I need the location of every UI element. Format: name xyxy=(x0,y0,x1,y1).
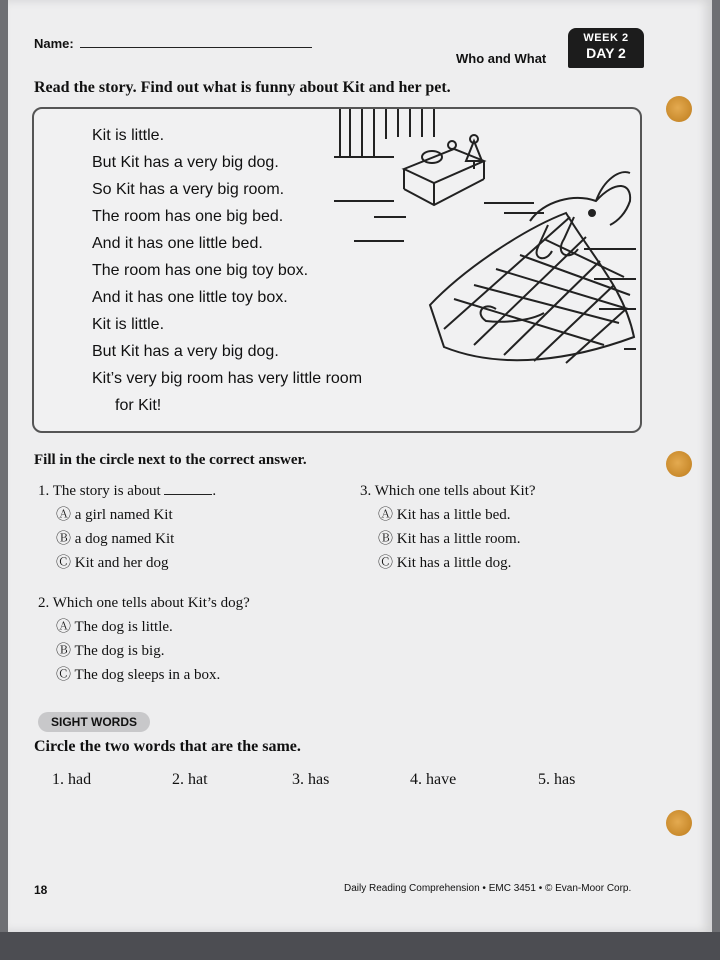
question-1-period: . xyxy=(212,483,217,499)
binder-hole-top xyxy=(666,96,692,122)
page-number: 18 xyxy=(34,883,48,897)
story-line: The room has one big bed. xyxy=(92,208,284,225)
answer-option-a[interactable]: Ⓐ Kit has a little bed. xyxy=(378,507,511,523)
sight-word-option[interactable]: 4. have xyxy=(410,771,457,788)
dog-and-bed-illustration xyxy=(334,109,638,371)
binder-hole-bottom xyxy=(666,810,692,836)
worksheet-page xyxy=(8,0,712,932)
name-field xyxy=(34,36,312,51)
binder-hole-middle xyxy=(666,451,692,477)
answer-option-c[interactable]: Ⓒ Kit and her dog xyxy=(56,555,169,571)
answer-option-c[interactable]: Ⓒ The dog sleeps in a box. xyxy=(56,667,221,683)
story-line: And it has one little toy box. xyxy=(92,289,288,306)
answer-option-b[interactable]: Ⓑ a dog named Kit xyxy=(56,531,175,547)
sight-words-badge: SIGHT WORDS xyxy=(38,712,150,732)
question-3-prompt: 3. Which one tells about Kit? xyxy=(360,483,536,499)
story-line: And it has one little bed. xyxy=(92,235,263,252)
sight-word-option[interactable]: 5. has xyxy=(538,771,576,788)
sight-word-option[interactable]: 1. had xyxy=(52,771,92,788)
week-label: WEEK 2 xyxy=(583,32,629,44)
name-blank-line xyxy=(80,37,312,48)
question-2-prompt: 2. Which one tells about Kit’s dog? xyxy=(38,595,250,611)
week-day-badge xyxy=(568,28,644,68)
question-3 xyxy=(360,479,536,575)
story-line: for Kit! xyxy=(115,397,162,414)
sight-word-option[interactable]: 3. has xyxy=(292,771,330,788)
story-instructions: Read the story. Find out what is funny about Kit and her pet. xyxy=(34,79,451,96)
story-line: So Kit has a very big room. xyxy=(92,181,285,198)
answer-instructions: Fill in the circle next to the correct answer. xyxy=(34,452,307,468)
answer-option-b[interactable]: Ⓑ Kit has a little room. xyxy=(378,531,521,547)
sight-words-instructions: Circle the two words that are the same. xyxy=(34,738,301,755)
question-1-prompt: 1. The story is about xyxy=(38,483,161,499)
section-subtitle: Who and What xyxy=(456,51,547,66)
story-line: Kit’s very big room has very little room xyxy=(92,370,363,387)
story-text xyxy=(92,122,362,419)
story-line: The room has one big toy box. xyxy=(92,262,309,279)
story-line: Kit is little. xyxy=(92,316,165,333)
answer-blank xyxy=(164,484,212,495)
answer-option-a[interactable]: Ⓐ a girl named Kit xyxy=(56,507,173,523)
answer-option-c[interactable]: Ⓒ Kit has a little dog. xyxy=(378,555,512,571)
desk-surface xyxy=(0,932,720,960)
publisher-credit: Daily Reading Comprehension • EMC 3451 • © Evan-Moor Corp. xyxy=(344,883,632,894)
story-line: But Kit has a very big dog. xyxy=(92,154,279,171)
answer-option-a[interactable]: Ⓐ The dog is little. xyxy=(56,619,173,635)
answer-option-b[interactable]: Ⓑ The dog is big. xyxy=(56,643,165,659)
day-label: DAY 2 xyxy=(586,45,626,61)
sight-word-option[interactable]: 2. hat xyxy=(172,771,208,788)
story-box xyxy=(32,107,642,433)
story-line: Kit is little. xyxy=(92,127,165,144)
story-line: But Kit has a very big dog. xyxy=(92,343,279,360)
question-2 xyxy=(38,591,250,687)
name-label: Name: xyxy=(34,36,74,51)
question-1 xyxy=(38,479,216,575)
